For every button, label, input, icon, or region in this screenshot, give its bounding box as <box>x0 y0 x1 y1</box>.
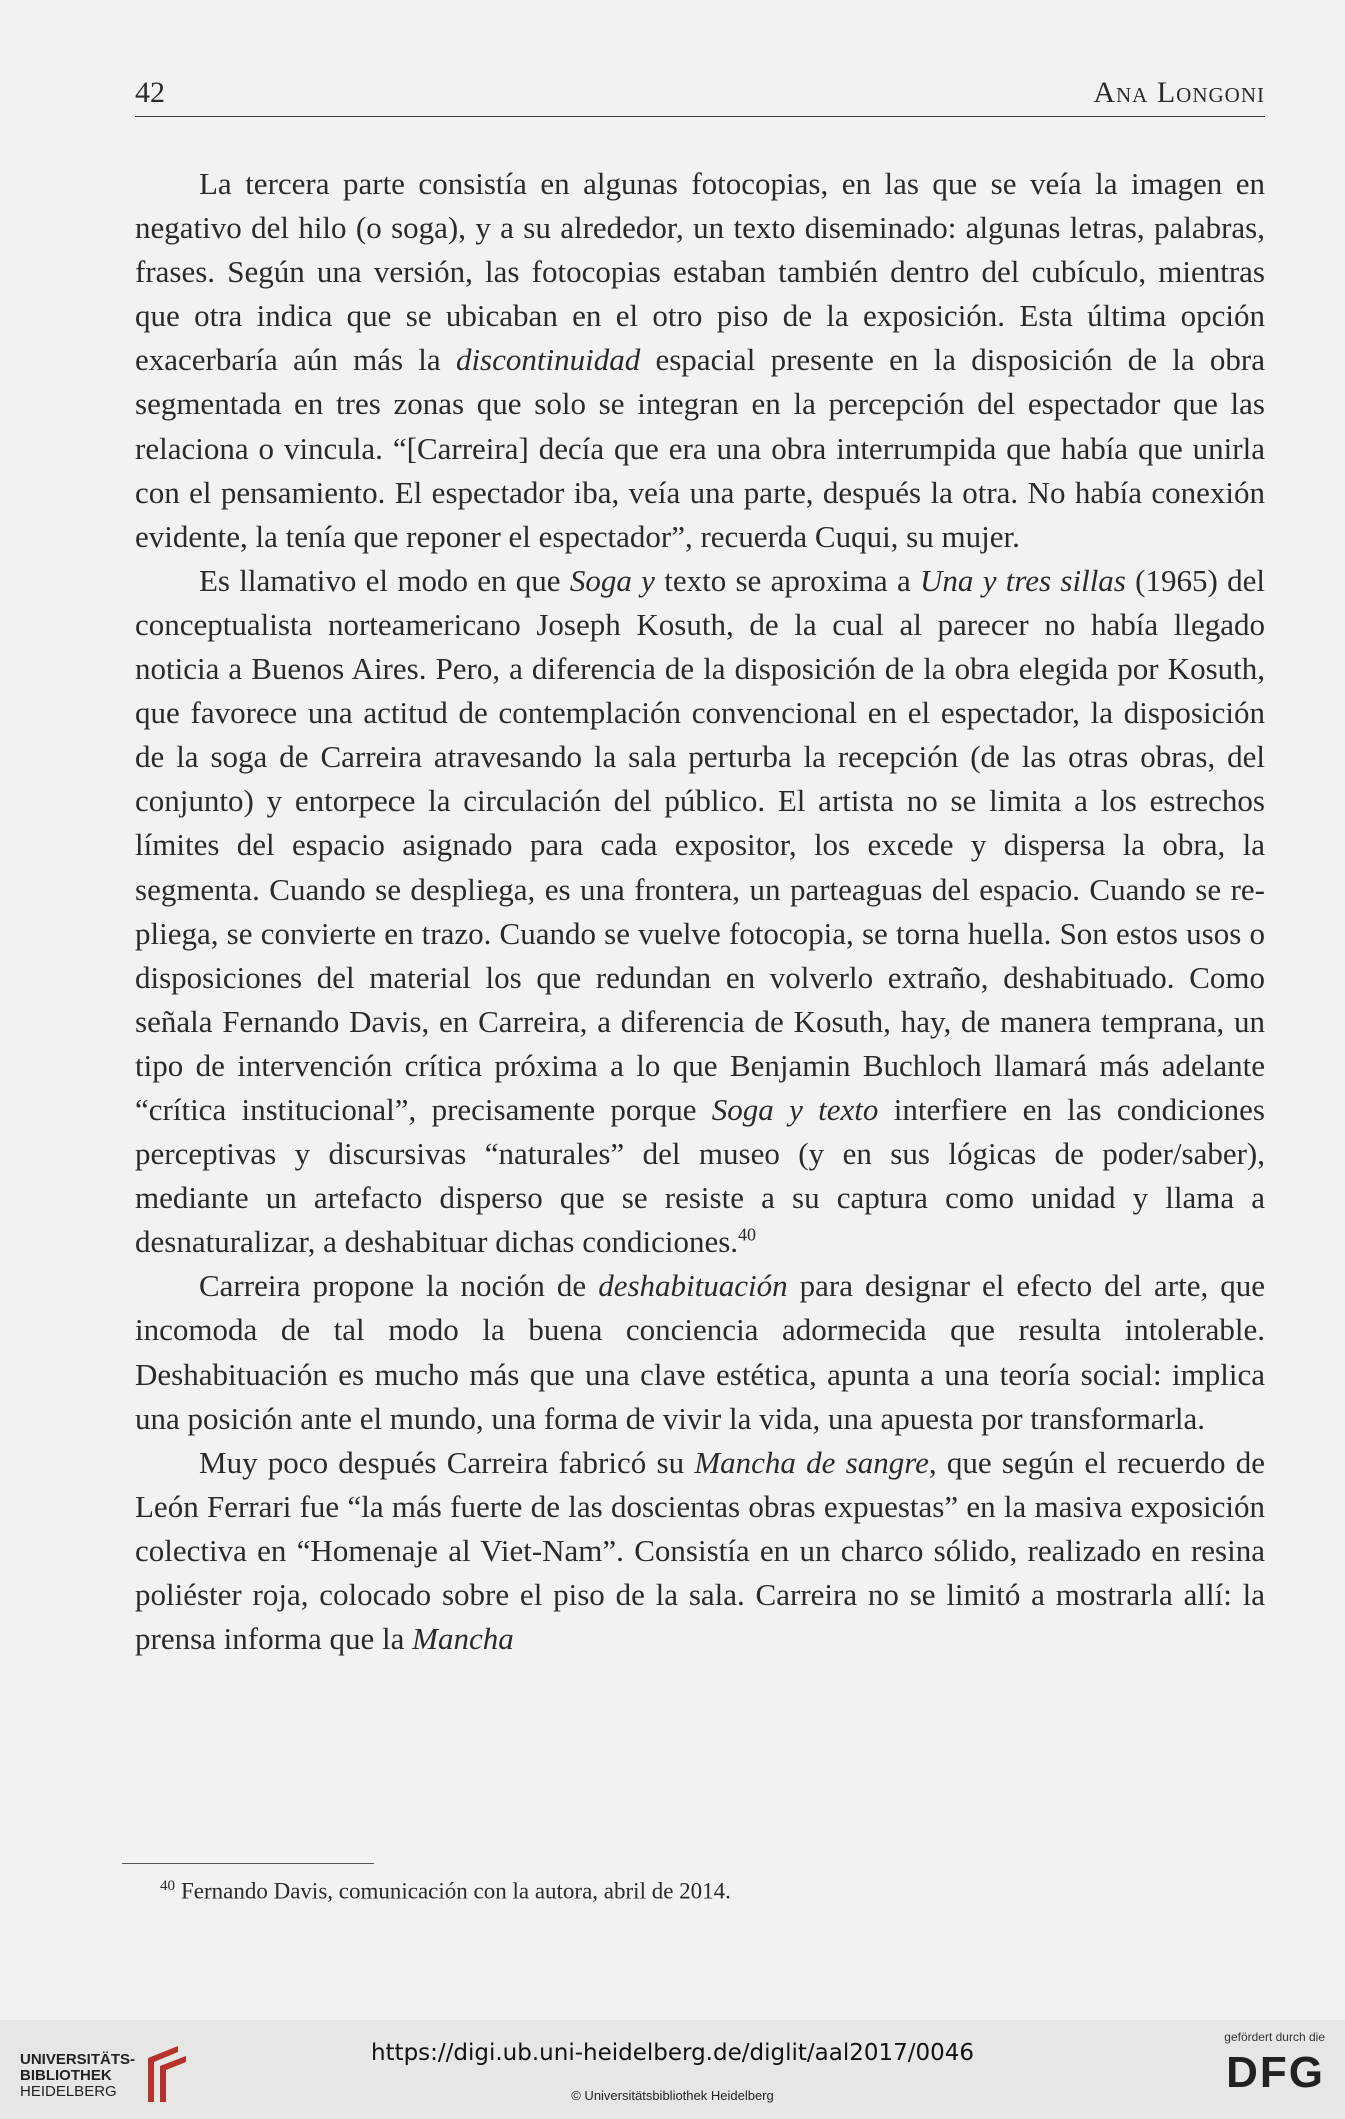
text-run: (1965) del conceptualista norteamericano Joseph Kosuth, de la cual al parecer no había llegado noticia a Buenos Aires. Pero, a diferencia de la disposición de la obra elegida por Kosuth, que favorece una actitud de contemplación convencional en el espectador, la disposición de la soga de Carreira atravesando la sala perturba la recepción (de las otras obras, del conjunto) y entorpece la circulación del público. El artista no se limita a los estrechos límites del espacio asignado para cada expositor, los excede y dispersa la obra, la segmenta. Cuando se despliega, es una frontera, un parteaguas del espacio. Cuando se repliega, se convierte en trazo. Cuando se vuelve fotocopia, se torna huella. Son estos usos o disposiciones del material los que redundan en volverlo extraño, deshabituado. Como señala Fernando Davis, en Carreira, a diferencia de Kosuth, hay, de manera temprana, un tipo de intervención crítica próxima a lo que Benjamin Buchloch llamará más adelante “crítica institucional”, precisamente porque <box>135 562 1265 1127</box>
paragraph <box>135 559 1265 1265</box>
text-run: texto se aproxima a <box>654 562 921 598</box>
library-name-line1: UNIVERSITÄTS- <box>20 2051 136 2068</box>
footnote-rule <box>122 1863 374 1864</box>
text-run: La tercera parte consistía en algunas fotocopias, en las que se veía la imagen en negativo del hilo (o soga), y a su alrededor, un texto diseminado: algunas letras, palabras, frases. Según una versión, las fotocopias estaban también dentro del cubículo, mientras que otra indica que se ubicaban en el otro piso de la exposición. Esta última opción exacerbaría aún más la <box>135 166 1265 378</box>
italic-text: Mancha de sangre <box>694 1444 929 1480</box>
paragraph <box>135 162 1265 559</box>
italic-text: Una y tres sillas <box>920 562 1126 598</box>
italic-text: Soga y <box>569 562 655 598</box>
text-run: , que según el recuerdo de León Ferrari fue “la más fuerte de las doscientas obras expuestas” en la masiva exposición colectiva en “Homenaje al Viet-Nam”. Consistía en un charco sólido, realizado en resina poliéster roja, colocado sobre el piso de la sala. Carreira no se limitó a mostrarla allí: la prensa informa que la <box>135 1444 1265 1657</box>
page-number: 42 <box>135 76 165 109</box>
permalink-url[interactable]: https://digi.ub.uni-heidelberg.de/diglit/aal2017/0046 <box>370 2040 975 2066</box>
library-name-line3: HEIDELBERG <box>20 2083 117 2100</box>
funder-name: DFG <box>1226 2048 1325 2097</box>
dfg-logo[interactable] <box>1185 2030 1325 2110</box>
footnote-text: Fernando Davis, comunicación con la autora, abril de 2014. <box>181 1878 731 1904</box>
text-run: Carreira propone la noción de <box>199 1268 599 1304</box>
footnote-number: 40 <box>160 1878 175 1894</box>
italic-text: Soga y texto <box>711 1091 879 1127</box>
body-text <box>135 162 1265 1661</box>
italic-text: deshabituación <box>598 1268 788 1304</box>
italic-text: Mancha <box>412 1621 514 1657</box>
digitization-banner <box>0 2020 1345 2119</box>
paragraph <box>135 1264 1265 1440</box>
library-name-line2: BIBLIOTHEK <box>20 2067 112 2084</box>
text-run: Muy poco después Carreira fabricó su <box>199 1444 695 1480</box>
footnote-reference: 40 <box>738 1224 757 1245</box>
text-run: para designar el efecto del arte, que incomoda de tal modo la buena conciencia adormecida que resulta intolerable. Deshabituación es mucho más que una clave estética, apunta a una teoría social: implica una posición ante el mundo, una forma de vivir la vida, una apuesta por transformarla. <box>135 1268 1265 1436</box>
funder-note: gefördert durch die <box>1224 2030 1325 2044</box>
library-logo[interactable] <box>20 2040 200 2110</box>
text-run: Es llamativo el modo en que <box>199 562 570 598</box>
italic-text: discontinuidad <box>455 342 641 378</box>
text-run: interfiere en las condiciones perceptivas y discursivas “naturales” del museo (y en sus lógicas de poder/saber), mediante un artefacto disperso que se resiste a su captura como unidad y llama a desnaturalizar, a deshabituar dichas condiciones. <box>135 1091 1265 1260</box>
running-header-author: Ana Longoni <box>1093 76 1265 109</box>
library-emblem-icon <box>138 2040 198 2110</box>
running-header <box>135 72 1265 117</box>
paragraph <box>135 1441 1265 1661</box>
footnote <box>135 1870 1265 1908</box>
copyright-notice: © Universitätsbibliothek Heidelberg <box>571 2088 774 2103</box>
text-run: espacial presente en la disposición de la obra segmentada en tres zonas que solo se integran en la percepción del espectador que las relaciona o vincula. “[Carreira] decía que era una obra interrumpida que había que unirla con el pensamiento. El espectador iba, veía una parte, después la otra. No había conexión evidente, la tenía que reponer el espectador”, recuerda Cuqui, su mujer. <box>135 342 1265 554</box>
